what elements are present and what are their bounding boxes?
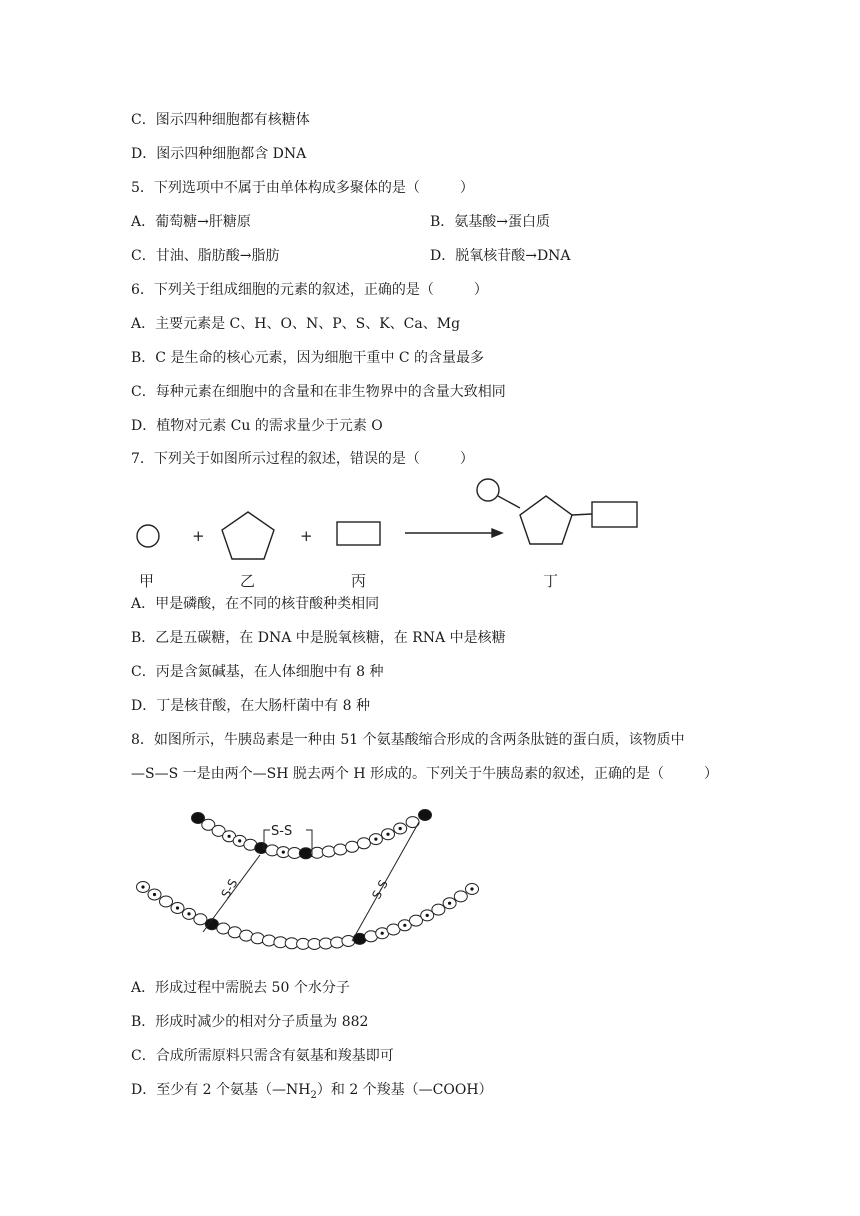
amino-acid-residue <box>342 936 355 947</box>
residue-dot <box>282 851 285 854</box>
q8-option-d-subscript: 2 <box>310 1089 317 1101</box>
q7-option-d: D．丁是核苷酸，在大肠杆菌中有 8 种 <box>131 698 371 714</box>
base-rectangle-icon <box>337 522 380 545</box>
amino-acid-residue <box>454 891 467 902</box>
q7-stem-text: 7．下列关于如图所示过程的叙述，错误的是（ <box>131 451 420 467</box>
nucleotide-phosphate-circle-icon <box>477 479 499 501</box>
q7-option-c: C．丙是含氮碱基，在人体细胞中有 8 种 <box>131 664 384 680</box>
q8-option-b: B．形成时减少的相对分子质量为 882 <box>131 1014 369 1030</box>
nucleotide-pentose-icon <box>520 496 572 544</box>
q4-option-d: D．图示四种细胞都含 DNA <box>131 146 307 162</box>
q4-option-c: C．图示四种细胞都有核糖体 <box>131 112 310 128</box>
residue-dot <box>403 924 406 927</box>
amino-acid-residue <box>263 935 276 946</box>
amino-acid-residue <box>346 841 359 852</box>
amino-acid-residue <box>160 896 173 907</box>
residue-dot <box>381 932 384 935</box>
q8-option-a: A．形成过程中需脱去 50 个水分子 <box>131 980 350 996</box>
q6-stem-text: 6．下列关于组成细胞的元素的叙述，正确的是（ <box>131 282 434 298</box>
q8-option-c: C．合成所需原料只需含有氨基和羧基即可 <box>131 1048 394 1064</box>
residue-dot <box>386 833 389 836</box>
peptide-chain-b <box>137 882 479 950</box>
amino-acid-residue <box>251 933 264 944</box>
residue-dot <box>141 885 144 888</box>
disulfide-label-left: S-S <box>218 876 241 901</box>
residue-dot <box>228 835 231 838</box>
q5-option-a: A．葡萄糖→肝糖原 <box>131 214 251 230</box>
q6-stem-close: ） <box>473 282 488 298</box>
arrow-head-icon <box>492 529 502 537</box>
phosphate-circle-icon <box>137 525 159 547</box>
plus-sign-2: + <box>300 527 313 545</box>
q5-option-c: C．甘油、脂肪酸→脂肪 <box>131 248 280 264</box>
amino-acid-residue <box>322 846 335 857</box>
disulfide-label-right: S-S <box>369 877 391 902</box>
residue-dot <box>470 887 473 890</box>
q8-stem-line2 <box>131 764 718 784</box>
label-yi: 乙 <box>240 572 256 590</box>
plus-sign-1: + <box>192 527 205 545</box>
amino-acid-residue <box>419 810 432 821</box>
q7-option-a: A．甲是磷酸，在不同的核苷酸种类相同 <box>131 596 380 612</box>
residue-dot <box>238 839 241 842</box>
base-bond-line <box>572 514 592 515</box>
insulin-diagram <box>137 810 479 950</box>
pentose-pentagon-icon <box>222 512 274 559</box>
residue-dot <box>448 902 451 905</box>
q5-option-b: B．氨基酸→蛋白质 <box>430 214 551 230</box>
amino-acid-residue <box>334 844 347 855</box>
q5-stem-close: ） <box>459 180 474 196</box>
residue-dot <box>176 906 179 909</box>
residue-dot <box>153 893 156 896</box>
label-ding: 丁 <box>543 572 559 590</box>
amino-acid-residue <box>194 914 207 925</box>
q8-option-d <box>131 1080 493 1106</box>
q5-option-d: D．脱氧核苷酸→DNA <box>430 248 571 264</box>
q8-option-d-tail: ）和 2 个羧基（—COOH） <box>316 1082 493 1098</box>
q7-stem-close: ） <box>459 451 474 467</box>
q8-option-d-text: D．至少有 2 个氨基（—NH <box>131 1082 311 1098</box>
amino-acid-residue <box>432 904 445 915</box>
q6-option-d: D．植物对元素 Cu 的需求量少于元素 O <box>131 418 383 434</box>
residue-dot <box>374 838 377 841</box>
amino-acid-residue <box>357 838 370 849</box>
residue-dot <box>399 827 402 830</box>
q6-option-b: B．C 是生命的核心元素，因为细胞干重中 C 的含量最多 <box>131 350 485 366</box>
amino-acid-residue <box>311 847 324 858</box>
q6-option-a: A．主要元素是 C、H、O、N、P、S、K、Ca、Mg <box>131 316 461 332</box>
q5-stem-text: 5．下列选项中不属于由单体构成多聚体的是（ <box>131 180 420 196</box>
label-bing: 丙 <box>351 572 367 590</box>
nucleotide-base-rectangle-icon <box>592 502 637 527</box>
residue-dot <box>426 914 429 917</box>
phosphate-bond-line <box>498 496 520 508</box>
label-jia: 甲 <box>139 572 155 590</box>
nucleotide-diagram <box>137 479 637 559</box>
q8-stem-line1: 8．如图所示，牛胰岛素是一种由 51 个氨基酸缩合形成的含两条肽链的蛋白质，该物质中 <box>131 732 685 748</box>
disulfide-label-top: S-S <box>271 824 293 839</box>
q8-stem-text: —S—S 一是由两个—SH 脱去两个 H 形成的。下列关于牛胰岛素的叙述，正确的是（ <box>131 766 664 782</box>
q8-stem-close: ） <box>704 766 718 782</box>
q7-option-b: B．乙是五碳糖，在 DNA 中是脱氧核糖，在 RNA 中是核糖 <box>131 630 506 646</box>
residue-dot <box>187 912 190 915</box>
q6-option-c: C．每种元素在细胞中的含量和在非生物界中的含量大致相同 <box>131 384 506 400</box>
